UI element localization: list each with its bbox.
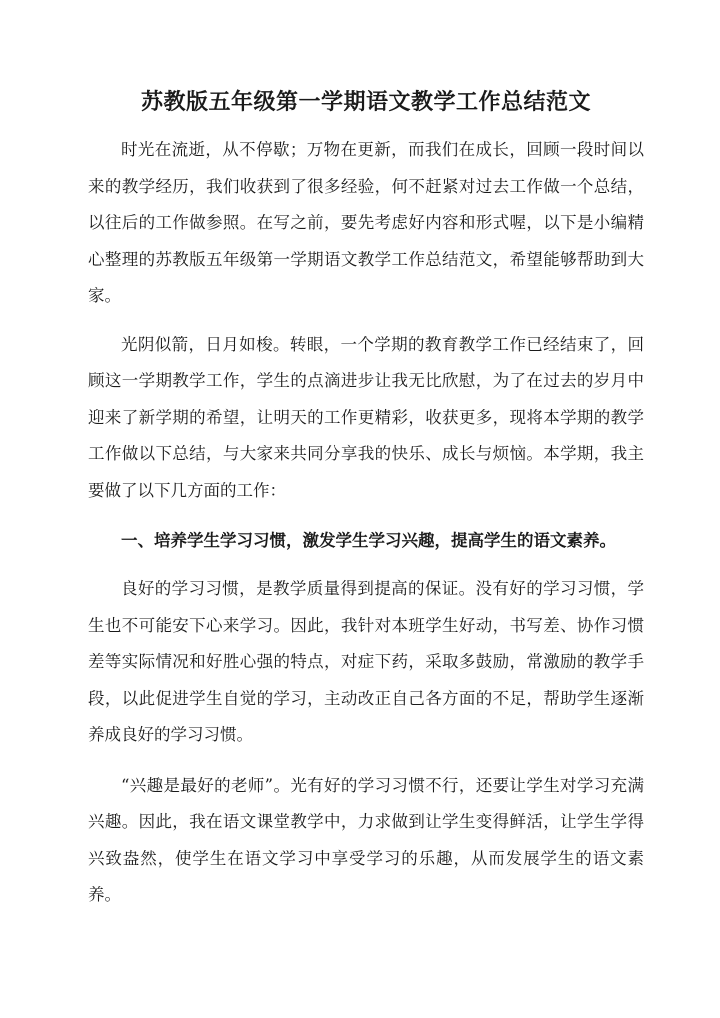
interest-paragraph: “兴趣是最好的老师”。光有好的学习习惯不行，还要让学生对学习充满兴趣。因此，我在语文课堂教学中，力求做到让学生变得鲜活，让学生学得兴致盎然，使学生在语文学习中享受学习的乐趣，从而发展学生的语文素养。 — [88, 775, 644, 904]
summary-paragraph: 光阴似箭，日月如梭。转眼，一个学期的教育教学工作已经结束了，回顾这一学期教学工作，学生的点滴进步让我无比欣慰，为了在过去的岁月中迎来了新学期的希望，让明天的工作更精彩，收获更多，现将本学期的教学工作做以下总结，与大家来共同分享我的快乐、成长与烦恼。本学期，我主要做了以下几方面的工作： — [88, 334, 644, 500]
document-page — [88, 86, 644, 928]
habits-paragraph: 良好的学习习惯，是教学质量得到提高的保证。没有好的学习习惯，学生也不可能安下心来学习。因此，我针对本班学生好动，书写差、协作习惯差等实际情况和好胜心强的特点，对症下药，采取多鼓励，常激励的教学手段，以此促进学生自觉的学习，主动改正自己各方面的不足，帮助学生逐渐养成良好的学习习惯。 — [88, 579, 644, 744]
document-title: 苏教版五年级第一学期语文教学工作总结范文 — [140, 89, 591, 115]
intro-paragraph: 时光在流逝，从不停歇；万物在更新，而我们在成长，回顾一段时间以来的教学经历，我们收获到了很多经验，何不赶紧对过去工作做一个总结，以往后的工作做参照。在写之前，要先考虑好内容和形式喔，以下是小编精心整理的苏教版五年级第一学期语文教学工作总结范文，希望能够帮助到大家。 — [88, 140, 644, 305]
section-heading-1: 一、培养学生学习习惯，激发学生学习兴趣，提高学生的语文素养。 — [121, 531, 616, 550]
